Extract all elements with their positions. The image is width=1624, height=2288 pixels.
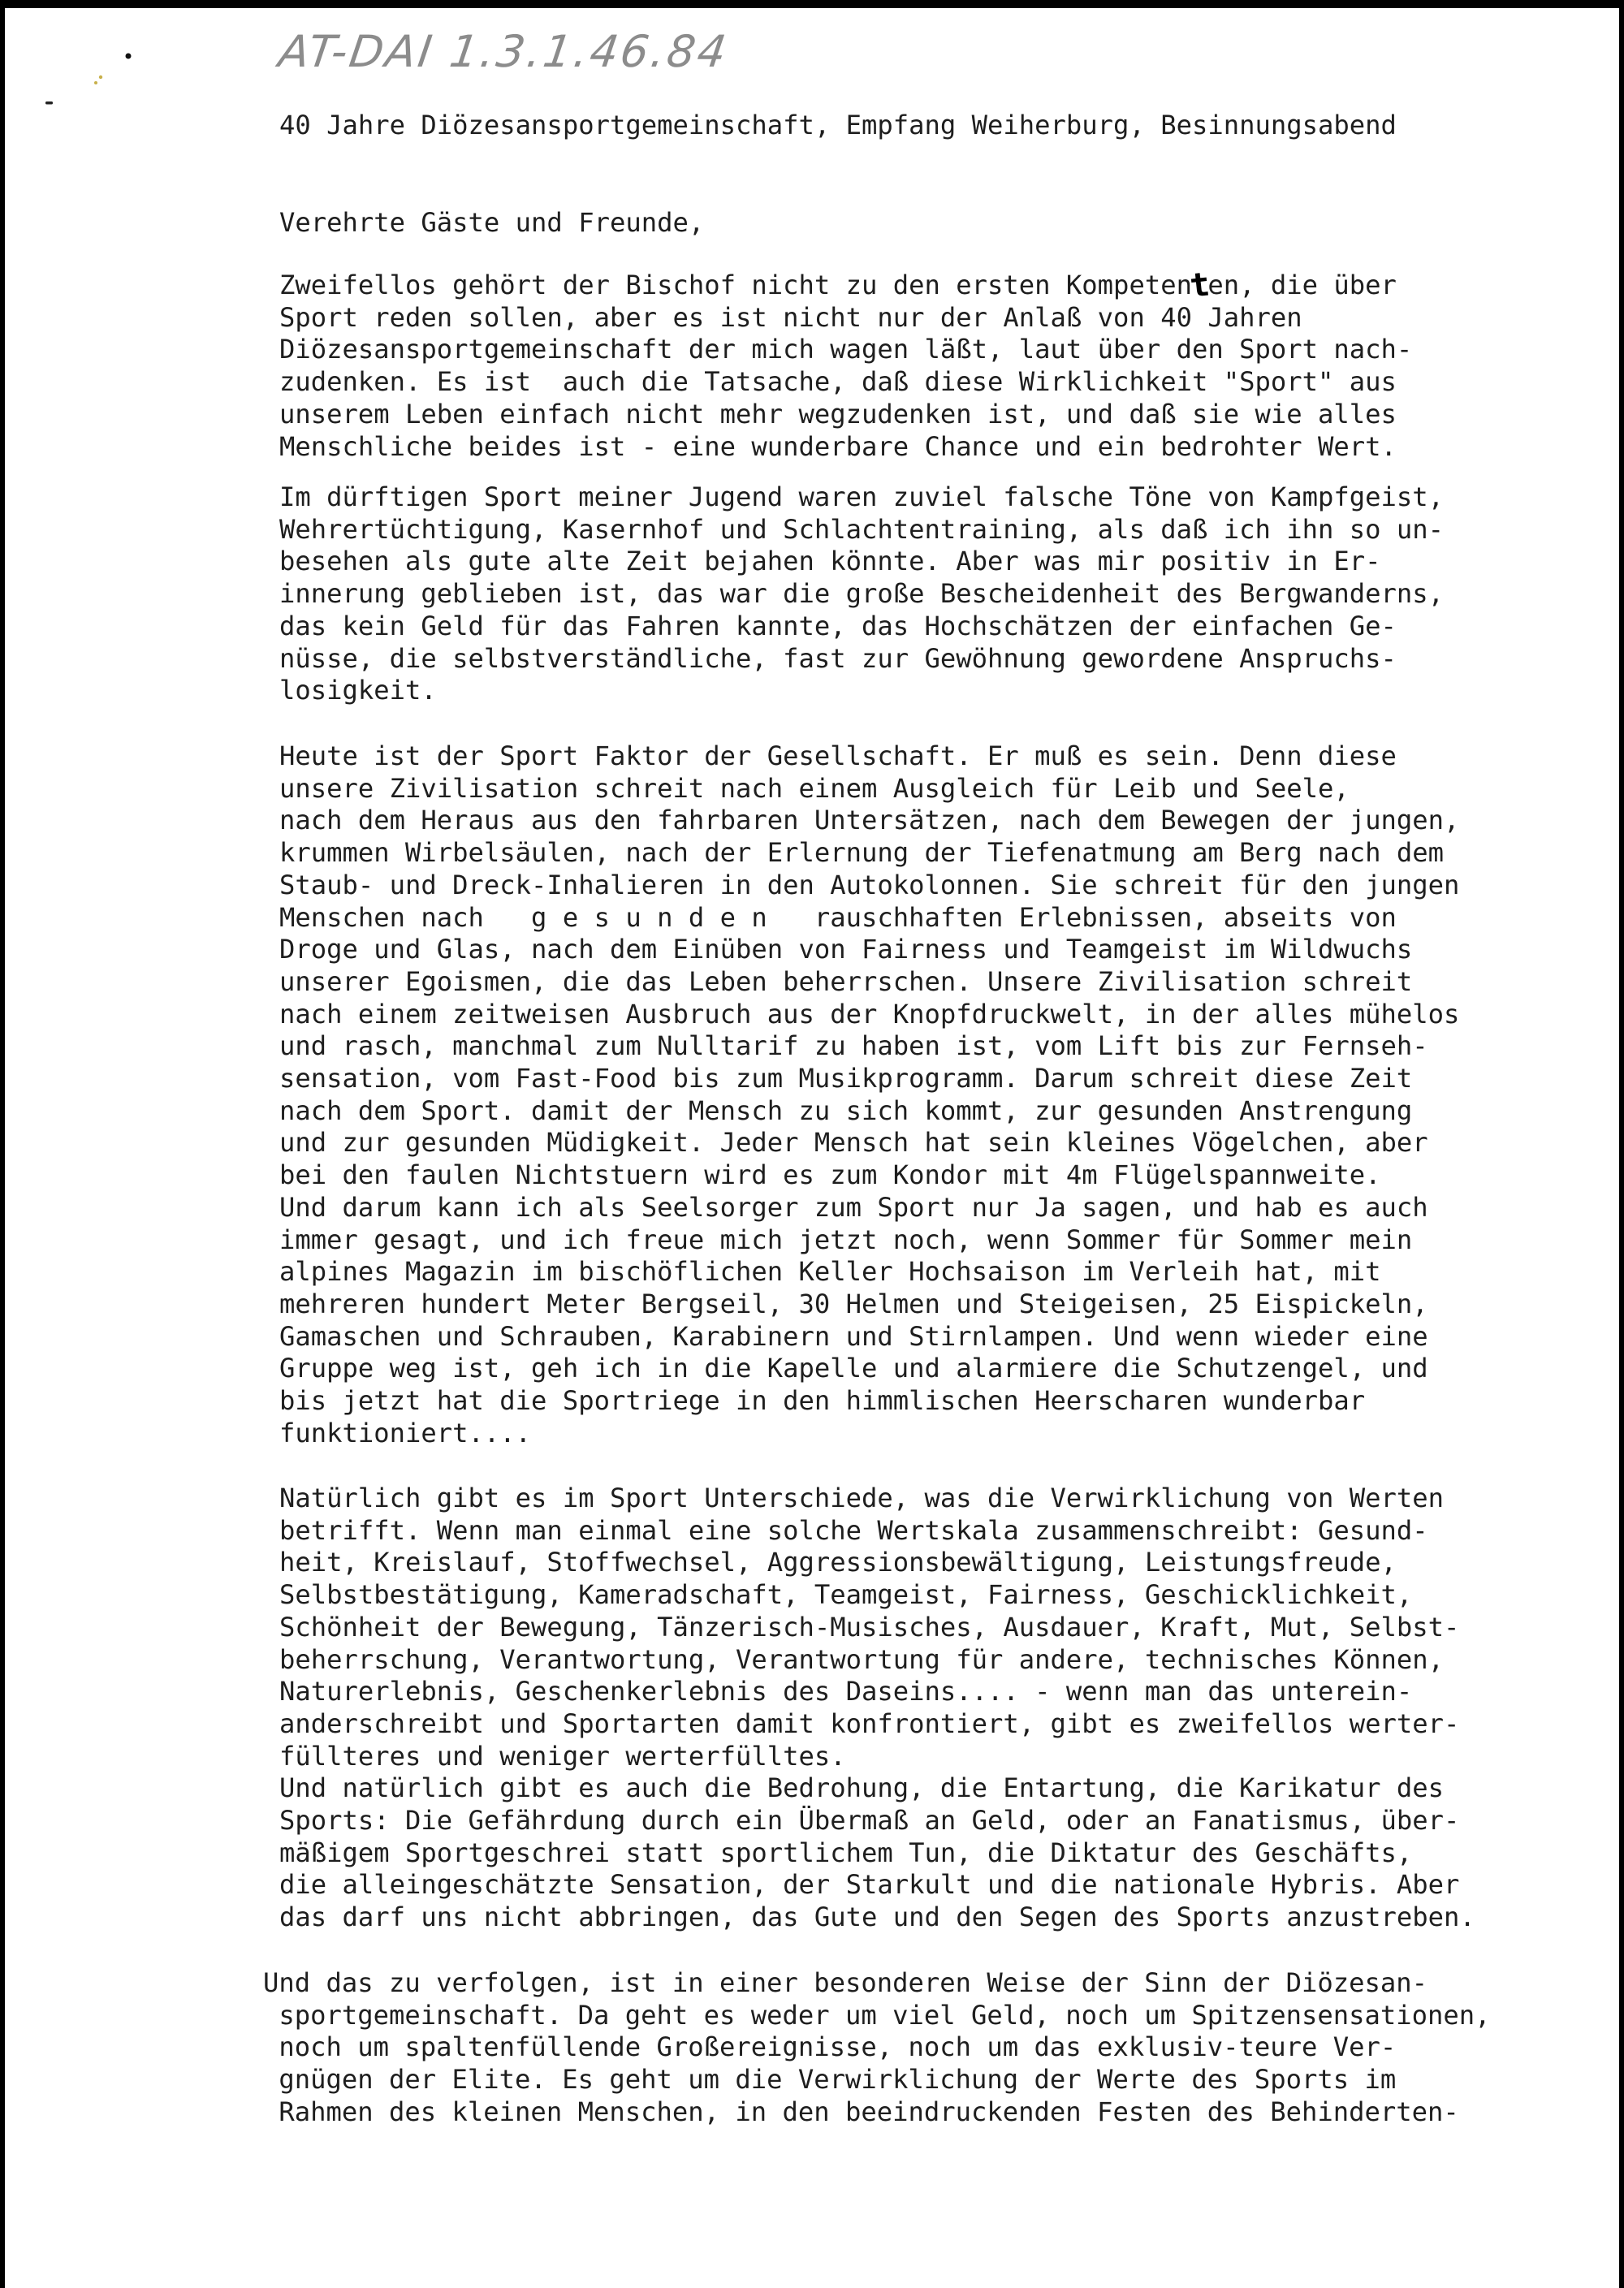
handwritten-archive-number: AT-DAI 1.3.1.46.84 (275, 26, 732, 77)
handwritten-correction: t (1188, 264, 1212, 305)
paragraph-1-line-1-end: en, die über (1207, 270, 1397, 300)
paragraph-5: Und das zu verfolgen, ist in einer besonderen Weise der Sinn der Diözesan- sportgemeinschaft. Da geht es weder um viel Geld, noch um Spitzensensationen, noch um spaltenfüllende Großereignisse, noch um das exklusiv-teure Ver- gnügen der Elite. Es geht um die Verwirklichung der Werte des Sports im Rahmen des kleinen Menschen, in den beeindruckenden Festen des Behinderten- (263, 1967, 1491, 2127)
paragraph-1 (279, 264, 1413, 463)
paragraph-3: Heute ist der Sport Faktor der Gesellschaft. Er muß es sein. Denn diese unsere Zivilisation schreit nach einem Ausgleich für Leib und Seele, nach dem Heraus aus den fahrbaren Untersätzen, nach dem Bewegen der jungen, krummen Wirbelsäulen, nach der Erlernung der Tiefenatmung am Berg nach dem Staub- und Dreck-Inhalieren in den Autokolonnen. Sie schreit für den jungen Menschen nach g e s u n d e n rauschhaften Erlebnissen, abseits von Droge und Glas, nach dem Einüben von Fairness und Teamgeist im Wildwuchs unserer Egoismen, die das Leben beherrschen. Unsere Zivilisation schreit nach einem zeitweisen Ausbruch aus der Knopfdruckwelt, in der alles mühelos und rasch, manchmal zum Nulltarif zu haben ist, vom Lift bis zur Fernseh- sensation, vom Fast-Food bis zum Musikprogramm. Darum schreit diese Zeit nach dem Sport. damit der Mensch zu sich kommt, zur gesunden Anstrengung und zur gesunden Müdigkeit. Jeder Mensch hat sein kleines Vögelchen, aber bei den faulen Nichtstuern wird es zum Kondor mit 4m Flügelspannweite. Und darum kann ich als Seelsorger zum Sport nur Ja sagen, und hab es auch immer gesagt, und ich freue mich jetzt noch, wenn Sommer für Sommer mein alpines Magazin im bischöflichen Keller Hochsaison im Verleih hat, mit mehreren hundert Meter Bergseil, 30 Helmen und Steigeisen, 25 Eispickeln, Gamaschen und Schrauben, Karabinern und Stirnlampen. Und wenn wieder eine Gruppe weg ist, geh ich in die Kapelle und alarmiere die Schutzengel, und bis jetzt hat die Sportriege in den himmlischen Heerscharen wunderbar funktioniert.... (279, 740, 1460, 1448)
corner-ink-marks (45, 45, 135, 118)
document-page (5, 8, 1619, 2288)
salutation: Verehrte Gäste und Freunde, (279, 207, 705, 238)
paragraph-1-line-1-start: Zweifellos gehört der Bischof nicht zu den ersten Kompeten (279, 270, 1192, 300)
document-heading: 40 Jahre Diözesansportgemeinschaft, Empfang Weiherburg, Besinnungsabend (279, 110, 1397, 140)
paragraph-4: Natürlich gibt es im Sport Unterschiede, was die Verwirklichung von Werten betrifft. Wenn man einmal eine solche Wertskala zusammenschreibt: Gesund- heit, Kreislauf, Stoffwechsel, Aggressionsbewältigung, Leistungsfreude, Selbstbestätigung, Kameradschaft, Teamgeist, Fairness, Geschicklichkeit, Schönheit der Bewegung, Tänzerisch-Musisches, Ausdauer, Kraft, Mut, Selbst- beherrschung, Verantwortung, Verantwortung für andere, technisches Können, Naturerlebnis, Geschenkerlebnis des Daseins.... - wenn man das unterein- anderschreibt und Sportarten damit konfrontiert, gibt es zweifellos werter- füllteres und weniger werterfülltes. Und natürlich gibt es auch die Bedrohung, die Entartung, die Karikatur des Sports: Die Gefährdung durch ein Übermaß an Geld, oder an Fanatismus, über- mäßigem Sportgeschrei statt sportlichem Tun, die Diktatur des Geschäfts, die alleingeschätzte Sensation, der Starkult und die nationale Hybris. Aber das darf uns nicht abbringen, das Gute und den Segen des Sports anzustreben. (279, 1483, 1475, 1933)
paragraph-2: Im dürftigen Sport meiner Jugend waren zuviel falsche Töne von Kampfgeist, Wehrertüchtigung, Kasernhof und Schlachtentraining, als daß ich ihn so un- besehen als gute alte Zeit bejahen könnte. Aber was mir positiv in Er- innerung geblieben ist, das war die große Bescheidenheit des Bergwanderns, das kein Geld für das Fahren kannte, das Hochschätzen der einfachen Ge- nüsse, die selbstverständliche, fast zur Gewöhnung gewordene Anspruchs- losigkeit. (279, 481, 1445, 706)
paragraph-1-rest: Sport reden sollen, aber es ist nicht nur der Anlaß von 40 Jahren Diözesansportgemeinschaft der mich wagen läßt, laut über den Sport nach- zudenken. Es ist auch die Tatsache, daß diese Wirklichkeit "Sport" aus unserem Leben einfach nicht mehr wegzudenken ist, und daß sie wie alles Menschliche beides ist - eine wunderbare Chance und ein bedrohter Wert. (279, 301, 1413, 462)
